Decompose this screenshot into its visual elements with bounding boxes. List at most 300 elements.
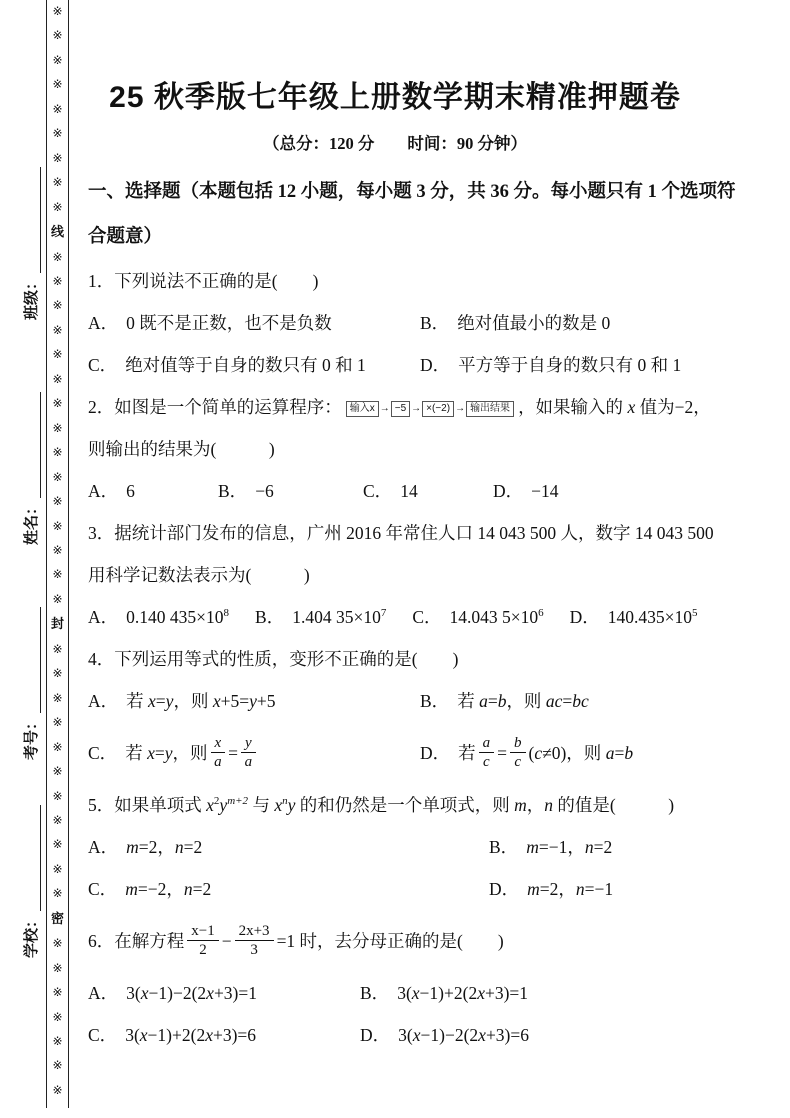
option-content xyxy=(126,837,202,857)
fraction-numerator xyxy=(211,735,226,754)
fraction-denominator xyxy=(235,941,274,959)
seal-symbol: ※ xyxy=(52,52,63,67)
fraction-denominator xyxy=(241,753,256,771)
seal-symbol: ※ xyxy=(52,175,63,190)
class-field-label: 班级： xyxy=(24,274,40,320)
text-segment: 0.140 435×10 xyxy=(126,607,224,627)
seal-symbol: ※ xyxy=(52,936,63,951)
question-5 xyxy=(88,784,772,910)
option-D xyxy=(420,722,772,784)
math-variable: b xyxy=(624,743,634,763)
option-A xyxy=(88,596,229,638)
option-content xyxy=(126,691,275,711)
option-D xyxy=(360,1014,772,1056)
options-row xyxy=(88,826,772,868)
text-segment: 的值是( ) xyxy=(553,795,675,815)
text-segment: +5= xyxy=(220,691,250,711)
option-A xyxy=(88,680,420,722)
text-segment: =2， xyxy=(539,879,576,899)
seal-line-strip xyxy=(46,0,69,1108)
fraction-denominator xyxy=(211,753,226,771)
math-variable: m xyxy=(527,879,540,899)
seal-symbol: ※ xyxy=(52,715,63,730)
text-segment: ，则 xyxy=(172,743,208,763)
seal-symbol: ※ xyxy=(52,28,63,43)
option-B xyxy=(255,596,386,638)
option-label: B． xyxy=(360,983,390,1003)
option-content xyxy=(398,1025,529,1045)
text-segment: ， xyxy=(526,795,545,815)
flow-box: ×(−2) xyxy=(422,401,454,417)
question-stem xyxy=(88,638,772,680)
option-label: D． xyxy=(420,355,451,375)
math-variable: m xyxy=(125,879,138,899)
option-content xyxy=(126,481,135,501)
option-content xyxy=(125,734,259,771)
option-label: C． xyxy=(88,355,118,375)
examno-field-label: 考号： xyxy=(24,714,40,760)
arrow-icon: → xyxy=(379,403,390,414)
question-stem xyxy=(88,784,772,826)
text-segment: +3)=6 xyxy=(485,1025,530,1045)
text-segment: +3)=1 xyxy=(484,983,529,1003)
text-segment: 绝对值最小的数是 0 xyxy=(457,313,611,333)
math-variable: x xyxy=(412,1025,421,1045)
option-label: D． xyxy=(569,607,600,627)
seal-symbol: ※ xyxy=(52,788,63,803)
option-content xyxy=(608,607,698,627)
option-B xyxy=(420,302,772,344)
option-D xyxy=(493,470,772,512)
flow-box: 输入x xyxy=(346,401,379,417)
math-variable: x xyxy=(274,795,283,815)
flow-box: 输出结果 xyxy=(466,401,514,417)
seal-symbol: ※ xyxy=(52,371,63,386)
examno-field-blank[interactable] xyxy=(25,607,41,713)
arrow-icon: → xyxy=(455,403,466,414)
math-variable: y xyxy=(165,691,174,711)
text-segment: −14 xyxy=(531,481,559,501)
text-segment: 若 xyxy=(125,743,148,763)
math-variable: n xyxy=(174,837,184,857)
option-label: B． xyxy=(489,837,519,857)
math-variable: x xyxy=(627,397,636,417)
questions-list xyxy=(88,260,772,1056)
options-row xyxy=(88,302,772,344)
question-stem xyxy=(88,910,772,972)
option-label: A． xyxy=(88,607,119,627)
fraction-denominator xyxy=(479,753,495,771)
question-stem xyxy=(88,428,772,470)
seal-symbol: ※ xyxy=(52,249,63,264)
fraction-numerator xyxy=(235,923,274,942)
arrow-icon: → xyxy=(411,403,422,414)
option-label: C． xyxy=(412,607,442,627)
options-row xyxy=(88,868,772,910)
option-content xyxy=(125,879,211,899)
option-label: B． xyxy=(218,481,248,501)
option-A xyxy=(88,302,420,344)
option-C xyxy=(88,1014,360,1056)
math-variable: x xyxy=(148,691,156,711)
math-variable: x xyxy=(205,1025,213,1045)
option-label: D． xyxy=(360,1025,391,1045)
fraction-numerator xyxy=(241,735,256,754)
superscript: 5 xyxy=(692,607,698,620)
math-variable: x xyxy=(206,983,214,1003)
options-row xyxy=(88,680,772,722)
seal-symbol: ※ xyxy=(52,469,63,484)
text-segment: 2．如图是一个简单的运算程序： xyxy=(88,397,342,417)
text-segment: 14 xyxy=(400,481,418,501)
question-stem xyxy=(88,386,772,428)
math-variable: x xyxy=(411,983,420,1003)
option-content xyxy=(126,983,257,1003)
text-segment: = xyxy=(155,691,166,711)
option-label: C． xyxy=(88,743,118,763)
seal-symbol: ※ xyxy=(52,739,63,754)
math-variable: b xyxy=(514,734,522,751)
question-6 xyxy=(88,910,772,1056)
seal-symbol: ※ xyxy=(52,837,63,852)
fraction xyxy=(211,735,226,771)
option-A xyxy=(88,826,489,868)
fraction-numerator xyxy=(187,923,218,942)
text-segment: −1)−2(2 xyxy=(148,983,207,1003)
text-segment: 若 xyxy=(458,743,476,763)
seal-symbol: ※ xyxy=(52,960,63,975)
content-area xyxy=(88,0,772,1056)
text-segment: 则输出的结果为( ) xyxy=(88,439,275,459)
option-content xyxy=(527,879,613,899)
option-label: D． xyxy=(489,879,520,899)
seal-symbol: ※ xyxy=(52,126,63,141)
option-B xyxy=(360,972,772,1014)
option-B xyxy=(420,680,772,722)
math-variable: n xyxy=(183,879,193,899)
seal-symbol: ※ xyxy=(52,666,63,681)
seal-symbol: ※ xyxy=(52,273,63,288)
option-content xyxy=(526,837,612,857)
option-C xyxy=(363,470,493,512)
school-field-blank[interactable] xyxy=(25,805,41,911)
text-segment: 用科学记数法表示为( ) xyxy=(88,565,310,585)
text-segment: = xyxy=(497,743,508,763)
options-row xyxy=(88,470,772,512)
text-segment: ，则 xyxy=(173,691,213,711)
question-1 xyxy=(88,260,772,386)
option-content xyxy=(531,481,558,501)
math-variable: x xyxy=(477,983,485,1003)
math-variable: a xyxy=(605,743,615,763)
option-content xyxy=(457,691,589,711)
text-segment: 2x+3 xyxy=(238,922,270,939)
seal-symbol: ※ xyxy=(52,1082,63,1097)
seal-symbol: ※ xyxy=(52,1009,63,1024)
text-segment: 1．下列说法不正确的是( ) xyxy=(88,271,319,291)
options-row xyxy=(88,972,772,1014)
math-variable: x xyxy=(147,743,155,763)
text-segment: 1.404 35×10 xyxy=(292,607,381,627)
name-field xyxy=(21,365,41,545)
seal-symbol: ※ xyxy=(52,861,63,876)
text-segment: 3( xyxy=(398,1025,413,1045)
option-label: C． xyxy=(88,1025,118,1045)
option-D xyxy=(420,344,772,386)
math-variable: c xyxy=(514,754,522,771)
text-segment: = xyxy=(614,743,625,763)
math-variable: m xyxy=(526,837,539,857)
math-variable: n xyxy=(544,795,554,815)
option-content xyxy=(397,983,528,1003)
math-variable: a xyxy=(214,754,222,771)
option-label: A． xyxy=(88,983,119,1003)
option-label: B． xyxy=(255,607,285,627)
text-segment: =2 xyxy=(593,837,613,857)
seal-symbol: ※ xyxy=(52,298,63,313)
seal-symbol: ※ xyxy=(52,199,63,214)
math-variable: y xyxy=(249,691,257,711)
class-field xyxy=(21,140,41,320)
text-segment: 6．在解方程 xyxy=(88,931,185,951)
option-D xyxy=(570,596,698,638)
seal-symbol: ※ xyxy=(52,101,63,116)
text-segment: 140.435×10 xyxy=(607,607,693,627)
text-segment: 0 既不是正数，也不是负数 xyxy=(126,313,332,333)
math-variable: b xyxy=(497,691,507,711)
options-row xyxy=(88,722,772,784)
option-label: A． xyxy=(88,837,119,857)
seal-symbol: ※ xyxy=(52,542,63,557)
option-label: B． xyxy=(420,691,450,711)
seal-symbol: ※ xyxy=(52,886,63,901)
seal-symbol: ※ xyxy=(52,690,63,705)
superscript: 2 xyxy=(213,795,220,808)
exam-meta: （总分：120 分 时间：90 分钟） xyxy=(263,134,527,153)
text-segment: +5 xyxy=(256,691,276,711)
option-label: C． xyxy=(363,481,393,501)
seal-symbol: ※ xyxy=(52,420,63,435)
superscript: 8 xyxy=(223,607,230,620)
flow-box: −5 xyxy=(391,401,410,417)
text-segment: 绝对值等于自身的数只有 0 和 1 xyxy=(125,355,366,375)
math-variable: y xyxy=(164,743,173,763)
seal-symbol: ※ xyxy=(52,1058,63,1073)
math-variable: x xyxy=(212,691,221,711)
option-content xyxy=(255,481,274,501)
text-segment: x−1 xyxy=(191,922,215,939)
question-stem xyxy=(88,554,772,596)
fraction-denominator xyxy=(510,753,526,771)
option-content xyxy=(126,313,332,333)
text-segment: =1 时，去分母正确的是( ) xyxy=(276,931,504,951)
text-segment: 3 xyxy=(250,942,258,959)
math-variable: m xyxy=(514,795,527,815)
options-row xyxy=(88,1014,772,1056)
math-variable: ac xyxy=(545,691,563,711)
text-segment: = xyxy=(154,743,165,763)
text-segment: 若 xyxy=(457,691,480,711)
text-segment: 与 xyxy=(248,795,275,815)
seal-symbol: ※ xyxy=(52,812,63,827)
text-segment: 3．据统计部门发布的信息，广州 2016 年常住人口 14 043 500 人，数字 14 043 500 xyxy=(88,523,714,543)
math-variable: m xyxy=(126,837,139,857)
text-segment: −1)+2(2 xyxy=(419,983,478,1003)
seal-symbol: ※ xyxy=(52,77,63,92)
program-flowchart xyxy=(346,401,514,417)
option-content xyxy=(292,607,386,627)
math-variable: c xyxy=(534,743,543,763)
math-variable: x xyxy=(140,983,149,1003)
text-segment: =2， xyxy=(138,837,175,857)
math-variable: x xyxy=(139,1025,148,1045)
option-label: A． xyxy=(88,313,119,333)
question-stem xyxy=(88,512,772,554)
text-segment: ，如果输入的 xyxy=(518,397,628,417)
superscript: m+2 xyxy=(227,795,249,808)
section-heading-line1: 一、选择题（本题包括 12 小题，每小题 3 分，共 36 分。每小题只有 1 个选项符 xyxy=(88,182,736,202)
text-segment: 14.043 5×10 xyxy=(449,607,539,627)
text-segment: ( xyxy=(528,743,535,763)
option-content xyxy=(400,481,418,501)
option-label: A． xyxy=(88,481,119,501)
option-label: B． xyxy=(420,313,450,333)
fraction xyxy=(510,735,526,771)
seal-symbol: ※ xyxy=(52,150,63,165)
text-segment: 4．下列运用等式的性质，变形不正确的是( ) xyxy=(88,649,459,669)
option-label: A． xyxy=(88,691,119,711)
math-variable: n xyxy=(584,837,594,857)
math-variable: a xyxy=(479,691,488,711)
math-variable: c xyxy=(483,754,490,771)
text-segment: =−2， xyxy=(137,879,184,899)
option-content xyxy=(126,607,229,627)
question-4 xyxy=(88,638,772,784)
seal-symbol: ※ xyxy=(52,322,63,337)
option-content xyxy=(450,607,544,627)
text-segment: =−1 xyxy=(584,879,614,899)
school-field xyxy=(21,778,41,958)
text-segment: 3( xyxy=(397,983,412,1003)
math-variable: x xyxy=(214,734,222,751)
math-variable: x xyxy=(206,795,214,815)
name-field-blank[interactable] xyxy=(25,392,41,498)
option-B xyxy=(218,470,363,512)
text-segment: −6 xyxy=(255,481,274,501)
text-segment: −1)−2(2 xyxy=(420,1025,479,1045)
option-content xyxy=(457,313,610,333)
question-3 xyxy=(88,512,772,638)
text-segment: 值为−2， xyxy=(635,397,711,417)
seal-symbol: ※ xyxy=(52,396,63,411)
text-segment: 6 xyxy=(126,481,135,501)
superscript: 7 xyxy=(380,607,387,620)
text-segment: 平方等于自身的数只有 0 和 1 xyxy=(458,355,682,375)
seal-symbol: ※ xyxy=(52,347,63,362)
option-label: C． xyxy=(88,879,118,899)
text-segment: 3( xyxy=(126,983,141,1003)
text-segment: = xyxy=(487,691,498,711)
option-content xyxy=(125,1025,256,1045)
option-B xyxy=(489,826,772,868)
seal-symbol: ※ xyxy=(52,1034,63,1049)
seal-character: 封 xyxy=(50,616,64,632)
option-content xyxy=(125,355,366,375)
options-row xyxy=(88,596,772,638)
seal-symbol: ※ xyxy=(52,591,63,606)
text-segment: − xyxy=(221,931,232,951)
superscript: n xyxy=(282,795,288,808)
text-segment: 的和仍然是一个单项式，则 xyxy=(295,795,515,815)
math-variable: n xyxy=(575,879,585,899)
seal-symbol: ※ xyxy=(52,641,63,656)
section-heading-line2: 合题意） xyxy=(88,227,163,247)
text-segment: =2 xyxy=(192,879,212,899)
page-title: 25 秋季版七年级上册数学期末精准押题卷 xyxy=(109,81,681,114)
option-C xyxy=(88,722,420,784)
seal-symbol: ※ xyxy=(52,4,63,18)
option-content xyxy=(458,355,681,375)
fraction-numerator xyxy=(510,735,526,754)
option-C xyxy=(412,596,543,638)
fraction-denominator xyxy=(187,941,218,959)
fraction xyxy=(187,923,218,959)
option-A xyxy=(88,972,360,1014)
superscript: 6 xyxy=(538,607,544,620)
option-A xyxy=(88,470,218,512)
option-D xyxy=(489,868,772,910)
question-stem xyxy=(88,260,772,302)
option-label: D． xyxy=(420,743,451,763)
math-variable: y xyxy=(245,734,252,751)
seal-symbol: ※ xyxy=(52,764,63,779)
text-segment: −1)+2(2 xyxy=(147,1025,206,1045)
school-field-label: 学校： xyxy=(24,912,40,958)
fraction xyxy=(479,735,495,771)
text-segment: ，则 xyxy=(506,691,546,711)
text-segment: ≠0)，则 xyxy=(542,743,606,763)
question-2 xyxy=(88,386,772,512)
text-segment: 2 xyxy=(199,942,207,959)
math-variable: y xyxy=(287,795,296,815)
fraction xyxy=(235,923,274,959)
text-segment: =−1， xyxy=(538,837,585,857)
math-variable: bc xyxy=(572,691,589,711)
seal-symbol: ※ xyxy=(52,445,63,460)
text-segment: = xyxy=(228,743,239,763)
option-C xyxy=(88,868,489,910)
math-variable: y xyxy=(219,795,228,815)
option-C xyxy=(88,344,420,386)
option-content xyxy=(458,734,634,771)
seal-symbol: ※ xyxy=(52,567,63,582)
fraction-numerator xyxy=(479,735,495,754)
class-field-blank[interactable] xyxy=(25,167,41,273)
math-variable: a xyxy=(244,754,253,771)
seal-symbol: ※ xyxy=(52,518,63,533)
seal-character: 线 xyxy=(50,224,64,240)
text-segment: 若 xyxy=(126,691,149,711)
text-segment: +3)=1 xyxy=(213,983,258,1003)
fraction xyxy=(241,735,256,771)
text-segment: 3( xyxy=(125,1025,140,1045)
name-field-label: 姓名： xyxy=(24,499,40,545)
examno-field xyxy=(21,580,41,760)
text-segment: 5．如果单项式 xyxy=(88,795,207,815)
math-variable: x xyxy=(478,1025,486,1045)
text-segment: =2 xyxy=(183,837,203,857)
text-segment: +3)=6 xyxy=(212,1025,257,1045)
